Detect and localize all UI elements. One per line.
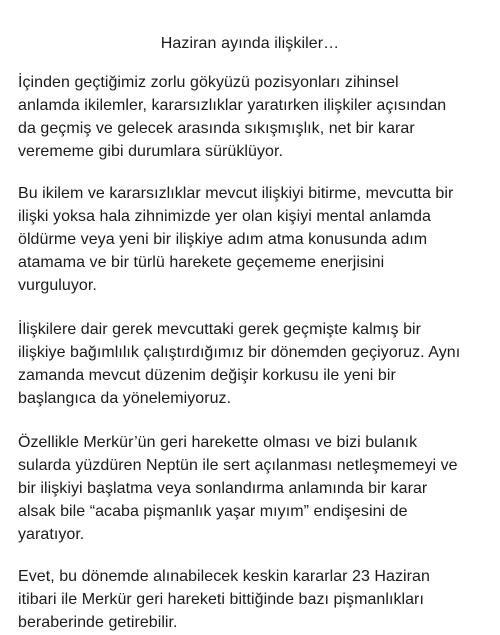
- paragraph-line: alsak bile “acaba pişmanlık yaşar mıyım” endişesini de: [18, 503, 408, 520]
- paragraph-line: Özellikle Merkür’ün geri harekette olması ve bizi bulanık: [18, 434, 418, 451]
- paragraph-line: İlişkilere dair gerek mevcuttaki gerek geçmişte kalmış bir: [18, 321, 422, 338]
- paragraph-line: İçinden geçtiğimiz zorlu gökyüzü pozisyonları zihinsel: [18, 74, 399, 91]
- paragraph-3: [18, 318, 488, 410]
- paragraph-line: ilişkiye bağımlılık çalıştırdığımız bir dönemden geçiyoruz. Aynı: [18, 344, 461, 361]
- document-title: Haziran ayında ilişkiler…: [160, 35, 340, 52]
- paragraph-4: [18, 431, 488, 546]
- paragraph-line: atamama ve bir türlü harekete geçememe enerjisini: [18, 254, 385, 271]
- paragraph-line: vurguluyor.: [18, 277, 97, 294]
- paragraph-line: öldürme veya yeni bir ilişkiye adım atma konusunda adım: [18, 231, 428, 248]
- paragraph-2: [18, 182, 488, 297]
- paragraph-5: [18, 565, 488, 634]
- paragraph-line: yaratıyor.: [18, 526, 85, 543]
- paragraph-line: sularda yüzdüren Neptün ile sert açılanması netleşmemeyi ve: [18, 457, 458, 474]
- paragraph-line: beraberinde getirebilir.: [18, 614, 178, 631]
- paragraph-1: [18, 71, 488, 163]
- paragraph-line: başlangıca da yönelemiyoruz.: [18, 390, 232, 407]
- paragraph-line: itibari ile Merkür geri hareketi bittiğinde bazı pişmanlıkları: [18, 591, 424, 608]
- paragraph-line: verememe gibi durumlara sürüklüyor.: [18, 143, 283, 160]
- paragraph-line: Evet, bu dönemde alınabilecek keskin kararlar 23 Haziran: [18, 568, 430, 585]
- paragraph-line: ilişki yoksa hala zihnimizde yer olan kişiyi mental anlamda: [18, 208, 431, 225]
- paragraph-line: anlamda ikilemler, kararsızlıklar yaratırken ilişkiler açısından: [18, 97, 447, 114]
- paragraph-line: da geçmiş ve gelecek arasında sıkışmışlık, net bir karar: [18, 120, 415, 137]
- paragraph-line: zamanda mevcut düzenim değişir korkusu ile yeni bir: [18, 367, 396, 384]
- paragraph-line: Bu ikilem ve kararsızlıklar mevcut ilişkiyi bitirme, mevcutta bir: [18, 185, 454, 202]
- paragraph-line: bir ilişkiyi başlatma veya sonlandırma anlamında bir karar: [18, 480, 428, 497]
